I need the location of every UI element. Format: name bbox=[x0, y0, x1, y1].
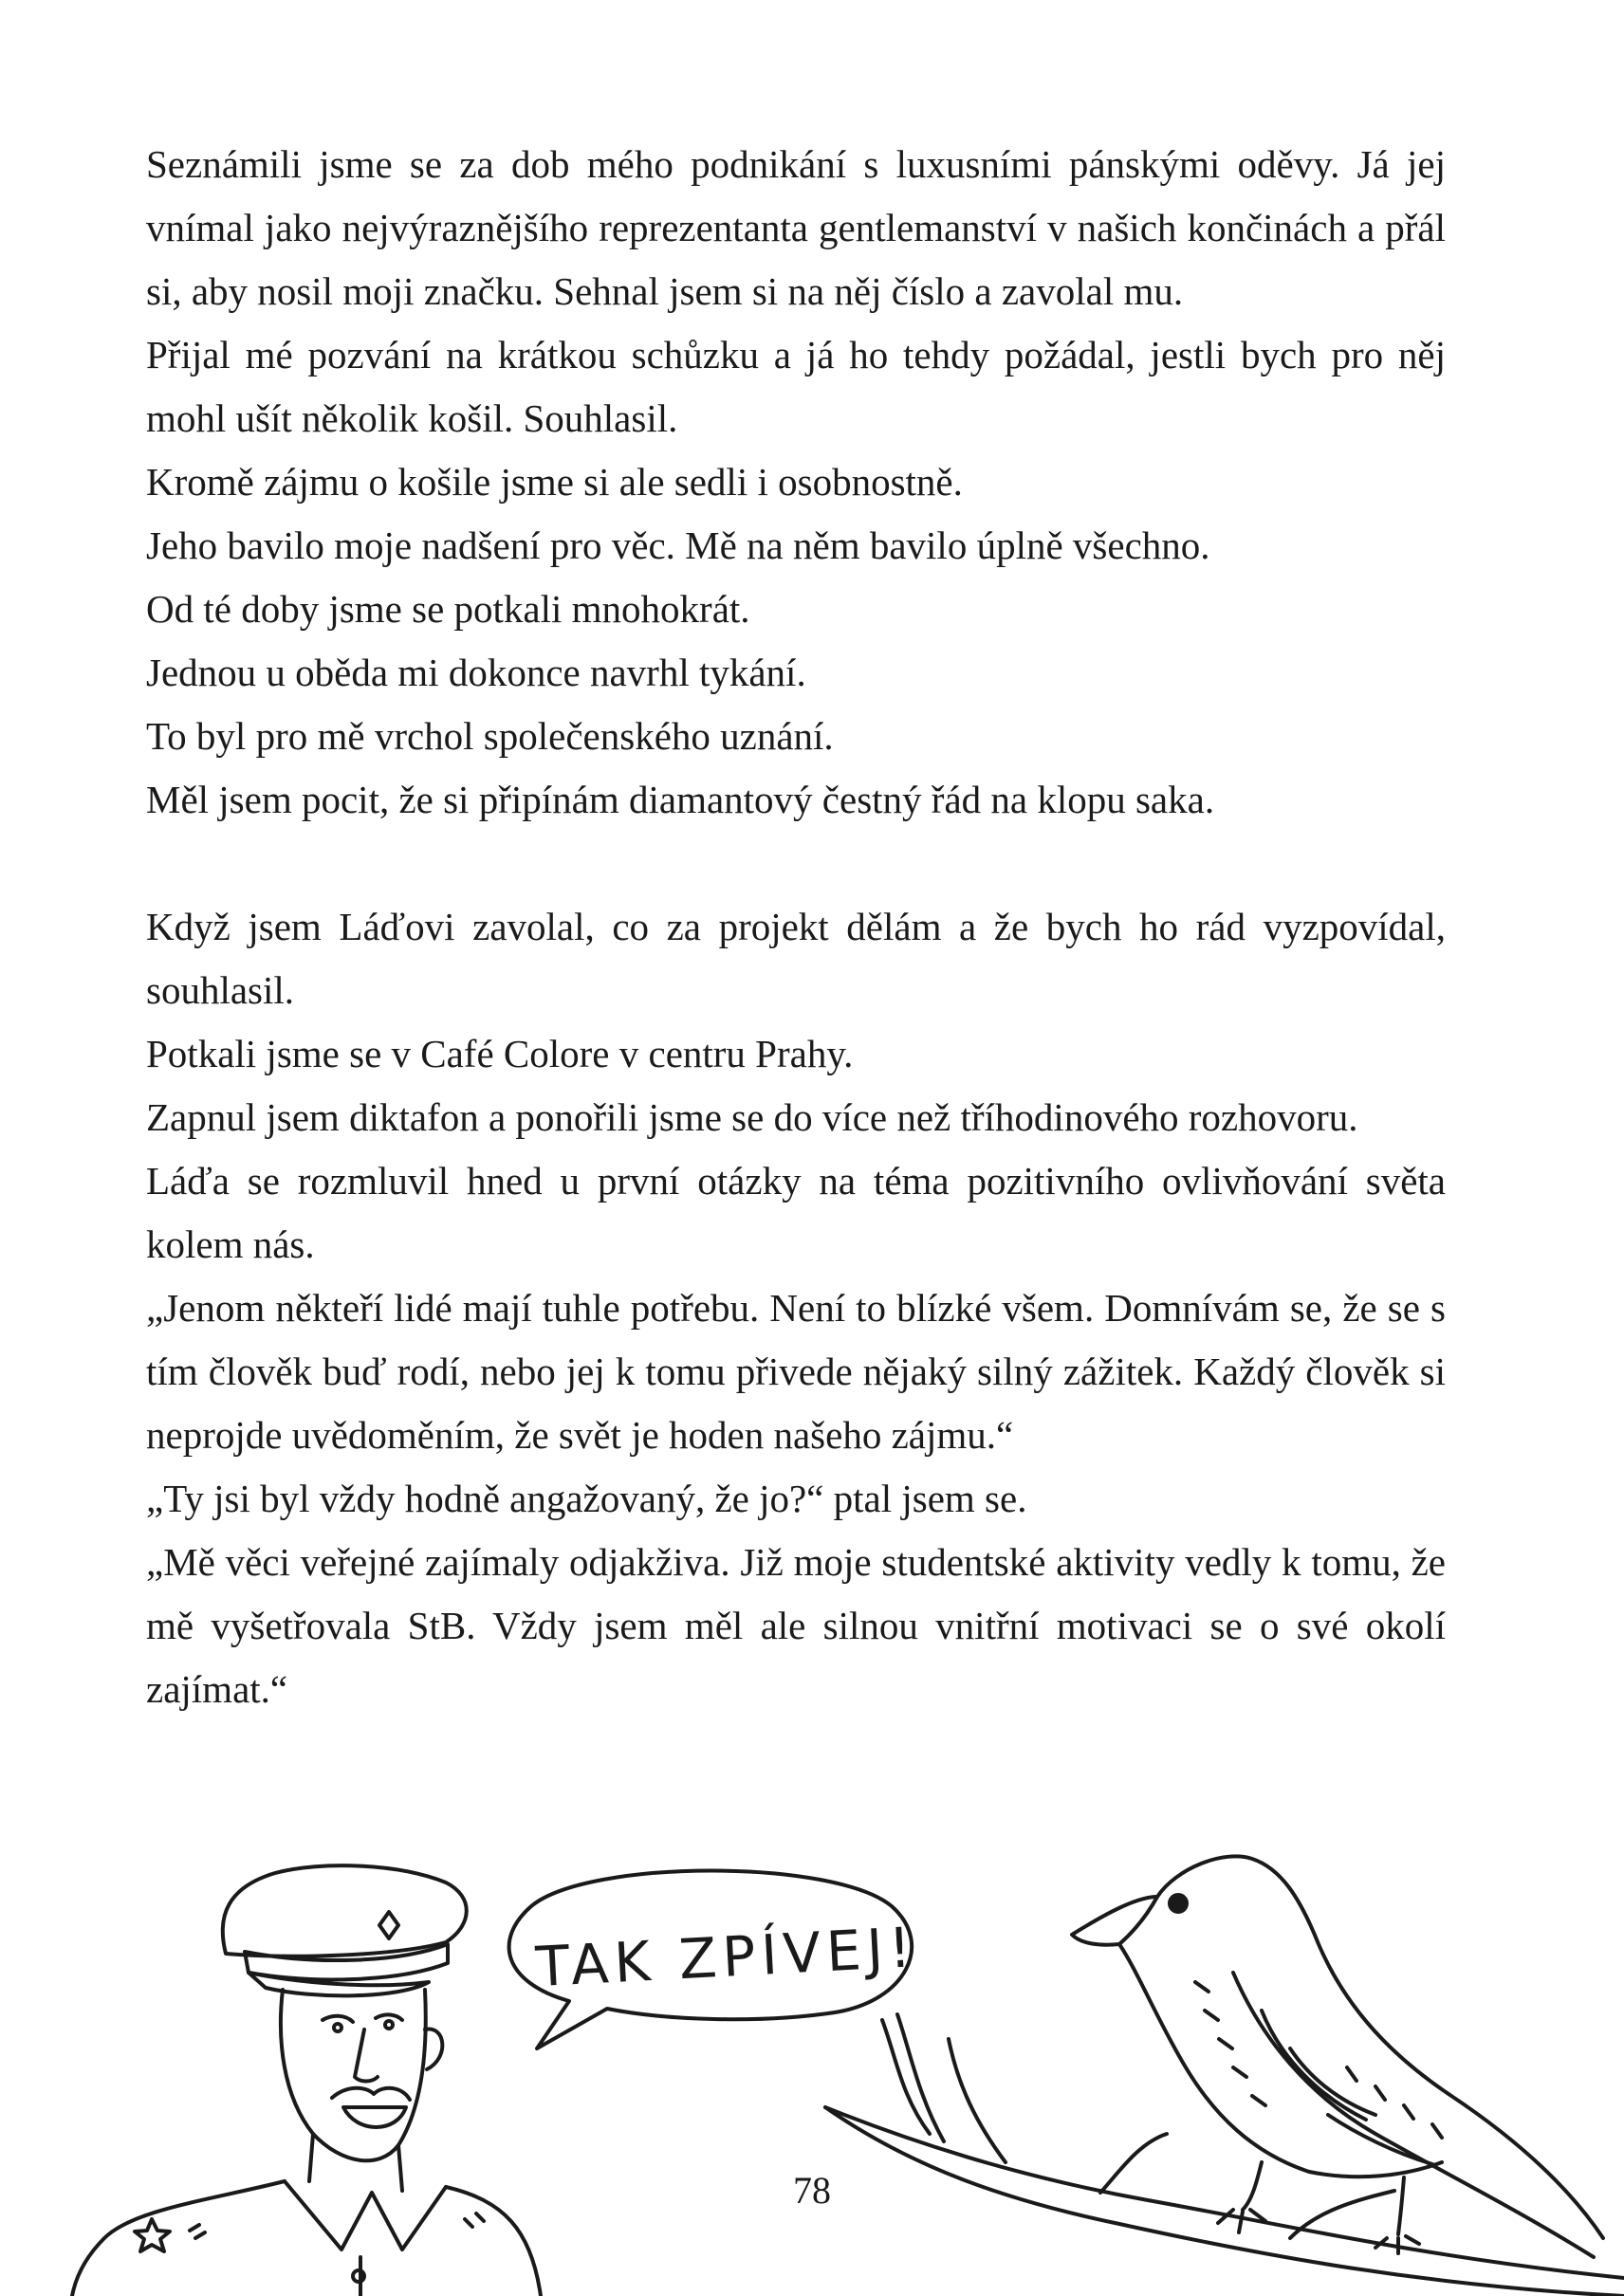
paragraph: Kromě zájmu o košile jsme si ale sedli i osobnostně. bbox=[146, 460, 963, 504]
paragraph: „Ty jsi byl vždy hodně angažovaný, že jo?“ ptal jsem se. bbox=[146, 1477, 1027, 1520]
page-number: 78 bbox=[793, 2169, 831, 2212]
paragraph: Potkali jsme se v Café Colore v centru Prahy. bbox=[146, 1032, 854, 1075]
paragraph: Od té doby jsme se potkali mnohokrát. bbox=[146, 587, 750, 631]
illustration bbox=[0, 1840, 1624, 2296]
paragraph: „Jenom někteří lidé mají tuhle potřebu. Není to blízké všem. Domnívám se, že se s tím člověk buď rodí, nebo jej k tomu přivede nějaký silný zážitek. Každý člověk si neprojde uvědoměním, že svět je hoden našeho zájmu.“ bbox=[146, 1286, 1446, 1457]
officer-drawing-icon bbox=[72, 1865, 541, 2296]
paragraph: Když jsem Láďovi zavolal, co za projekt dělám a že bych ho rád vyzpovídal, souhlasil. bbox=[146, 905, 1446, 1012]
section-gap bbox=[146, 832, 1446, 895]
paragraph: Seznámili jsme se za dob mého podnikání s luxusními pánskými oděvy. Já jej vnímal jako nejvýraznějšího reprezentanta gentlemanství v našich končinách a přál si, aby nosil moji značku. Sehnal jsem si na něj číslo a zavolal mu. bbox=[146, 142, 1446, 313]
speech-bubble-text: TAK ZPÍVEJ! bbox=[534, 1915, 918, 2000]
paragraph: Jeho bavilo moje nadšení pro věc. Mě na něm bavilo úplně všechno. bbox=[146, 523, 1210, 567]
paragraph: Měl jsem pocit, že si připínám diamantový čestný řád na klopu saka. bbox=[146, 778, 1215, 821]
body-text bbox=[146, 133, 1446, 1721]
paragraph: To byl pro mě vrchol společenského uznání. bbox=[146, 714, 834, 758]
paragraph: Přijal mé pozvání na krátkou schůzku a já ho tehdy požádal, jestli bych pro něj mohl ušít několik košil. Souhlasil. bbox=[146, 333, 1446, 440]
branch-drawing-icon bbox=[825, 2014, 1624, 2296]
paragraph: Jednou u oběda mi dokonce navrhl tykání. bbox=[146, 651, 806, 694]
paragraph: Láďa se rozmluvil hned u první otázky na téma pozitivního ovlivňování světa kolem nás. bbox=[146, 1159, 1446, 1266]
paragraph: „Mě věci veřejné zajímaly odjakživa. Již moje studentské aktivity vedly k tomu, že mě vyšetřovala StB. Vždy jsem měl ale silnou vnitřní motivaci se o své okolí zajímat.“ bbox=[146, 1540, 1446, 1711]
paragraph: Zapnul jsem diktafon a ponořili jsme se do více než tříhodinového rozhovoru. bbox=[146, 1095, 1358, 1139]
